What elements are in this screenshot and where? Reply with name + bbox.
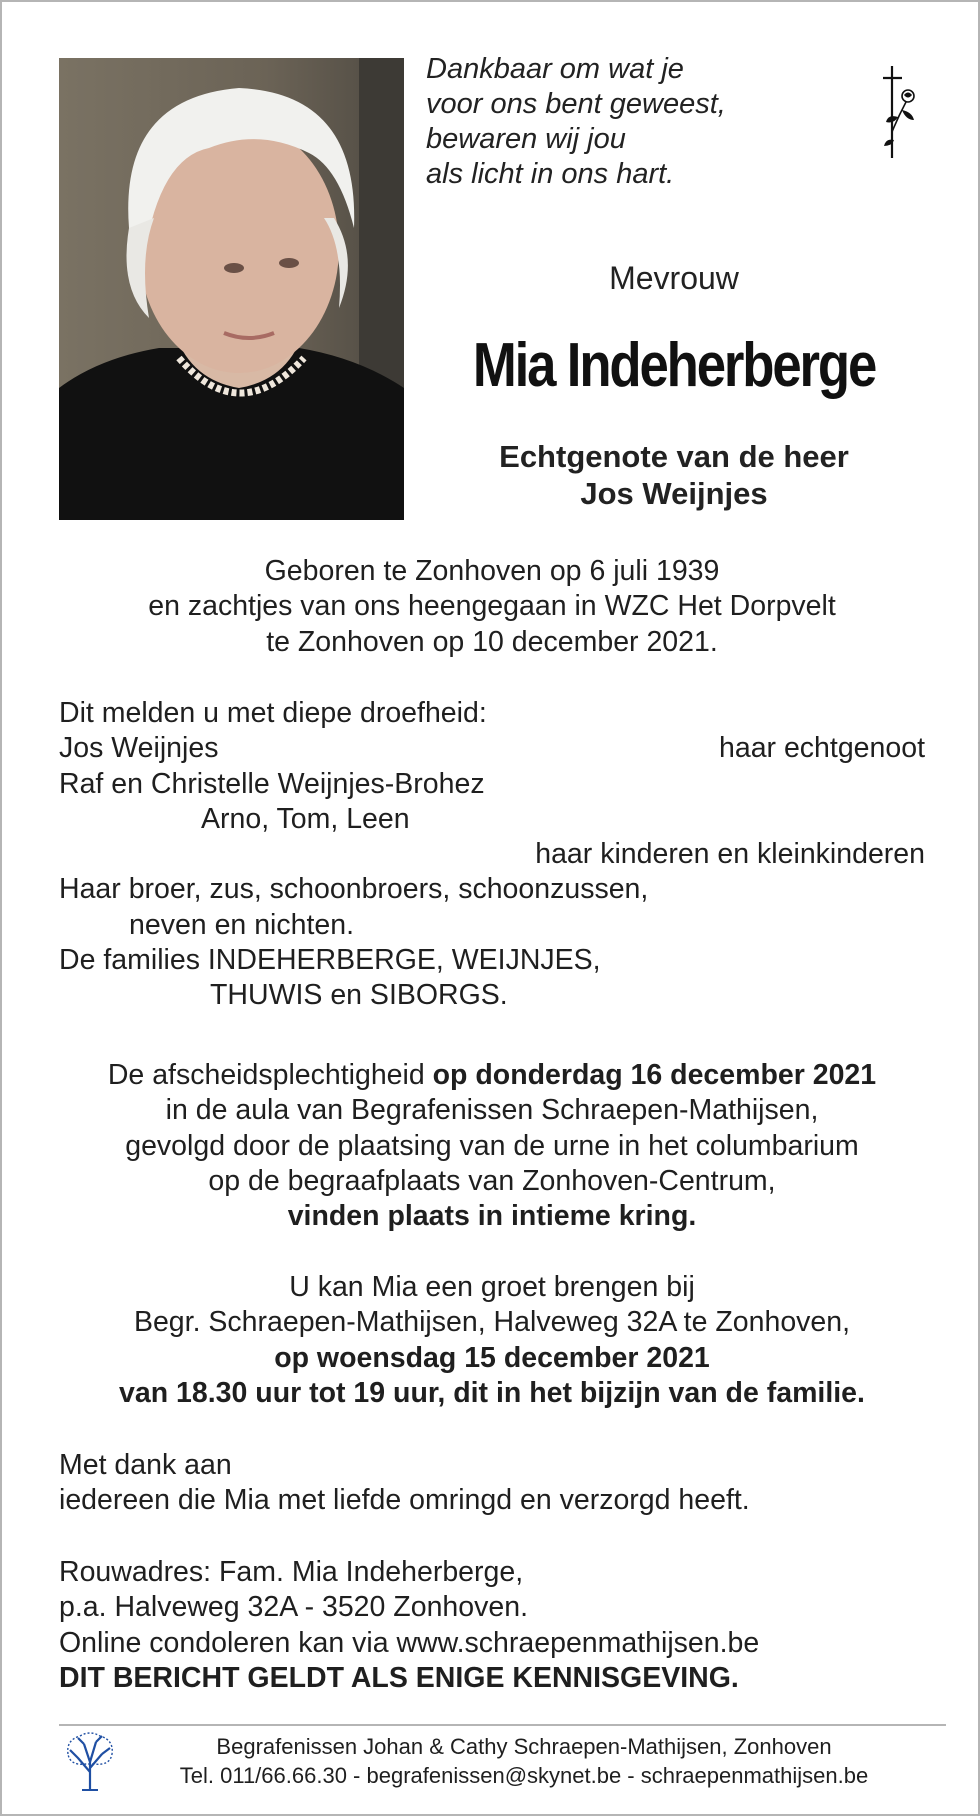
family-grandchildren: Arno, Tom, Leen xyxy=(201,802,410,835)
footer-divider xyxy=(59,1724,946,1726)
thanks-line: Met dank aan xyxy=(59,1449,232,1481)
condolence-line: Online condoleren kan via www.schraepenmathijsen.be xyxy=(59,1626,760,1659)
family-families: De families INDEHERBERGE, WEIJNJES, xyxy=(59,944,601,977)
notice: DIT BERICHT GELDT ALS ENIGE KENNISGEVING. xyxy=(59,1661,739,1694)
ceremony-line: vinden plaats in intieme kring. xyxy=(287,1200,697,1233)
spouse-name: Jos Weijnjes xyxy=(580,476,768,511)
cross-with-rose-icon xyxy=(876,62,920,162)
family-spouse-role: haar echtgenoot xyxy=(719,732,925,765)
poem xyxy=(426,52,846,192)
ceremony-line: op de begraafplaats van Zonhoven-Centrum, xyxy=(208,1164,776,1197)
deceased-name: Mia Indeherberge xyxy=(472,331,876,400)
family-siblings: neven en nichten. xyxy=(129,908,355,941)
family-children-role: haar kinderen en kleinkinderen xyxy=(535,838,925,871)
address-line: p.a. Halveweg 32A - 3520 Zonhoven. xyxy=(59,1591,528,1624)
death-line: en zachtjes van ons heengegaan in WZC Het Dorpvelt xyxy=(148,590,836,623)
family-spouse: Jos Weijnjes xyxy=(59,732,219,765)
visit-line: U kan Mia een groet brengen bij xyxy=(289,1271,695,1303)
poem-line: als licht in ons hart. xyxy=(426,158,675,190)
family-row xyxy=(59,731,925,766)
ceremony-prefix: De afscheidsplechtigheid xyxy=(107,1059,433,1091)
family-children: Raf en Christelle Weijnjes-Brohez xyxy=(59,767,485,800)
address xyxy=(59,1555,925,1696)
visit-time: van 18.30 uur tot 19 uur, dit in het bijzijn van de familie. xyxy=(119,1376,865,1409)
death-line: te Zonhoven op 10 december 2021. xyxy=(266,625,718,658)
portrait-photo xyxy=(59,58,404,520)
ceremony-line xyxy=(59,1058,925,1093)
ceremony-line: in de aula van Begrafenissen Schraepen-Mathijsen, xyxy=(165,1094,819,1127)
thanks xyxy=(59,1448,925,1519)
address-line: Rouwadres: Fam. Mia Indeherberge, xyxy=(59,1556,524,1588)
thanks-line: iedereen die Mia met liefde omringd en verzorgd heeft. xyxy=(59,1484,750,1517)
ceremony-info xyxy=(59,1058,925,1234)
spouse-relation: Echtgenote van de heer xyxy=(499,439,849,474)
ceremony-line: gevolgd door de plaatsing van de urne in het columbarium xyxy=(125,1129,859,1162)
funeral-home-contact: Tel. 011/66.66.30 - begrafenissen@skynet.be - schraepenmathijsen.be xyxy=(179,1763,869,1788)
birth-line: Geboren te Zonhoven op 6 juli 1939 xyxy=(264,555,720,587)
poem-line: bewaren wij jou xyxy=(426,123,626,155)
family-list xyxy=(59,696,925,1014)
family-intro: Dit melden u met diepe droefheid: xyxy=(59,697,487,729)
visit-date: op woensdag 15 december 2021 xyxy=(274,1341,710,1374)
family-siblings: Haar broer, zus, schoonbroers, schoonzussen, xyxy=(59,873,649,906)
visit-info xyxy=(59,1270,925,1411)
portrait-illustration xyxy=(59,58,404,520)
birth-death-info xyxy=(59,554,925,660)
poem-line: Dankbaar om wat je xyxy=(426,53,684,85)
honorific: Mevrouw xyxy=(609,260,739,296)
funeral-home-info xyxy=(126,1732,922,1790)
poem-line: voor ons bent geweest, xyxy=(426,88,726,120)
tree-logo-icon xyxy=(64,1732,116,1792)
spouse-line xyxy=(426,438,922,512)
ceremony-date: op donderdag 16 december 2021 xyxy=(432,1059,877,1091)
visit-line: Begr. Schraepen-Mathijsen, Halveweg 32A te Zonhoven, xyxy=(133,1306,851,1339)
funeral-home-name: Begrafenissen Johan & Cathy Schraepen-Mathijsen, Zonhoven xyxy=(216,1734,832,1759)
family-families: THUWIS en SIBORGS. xyxy=(210,979,508,1012)
